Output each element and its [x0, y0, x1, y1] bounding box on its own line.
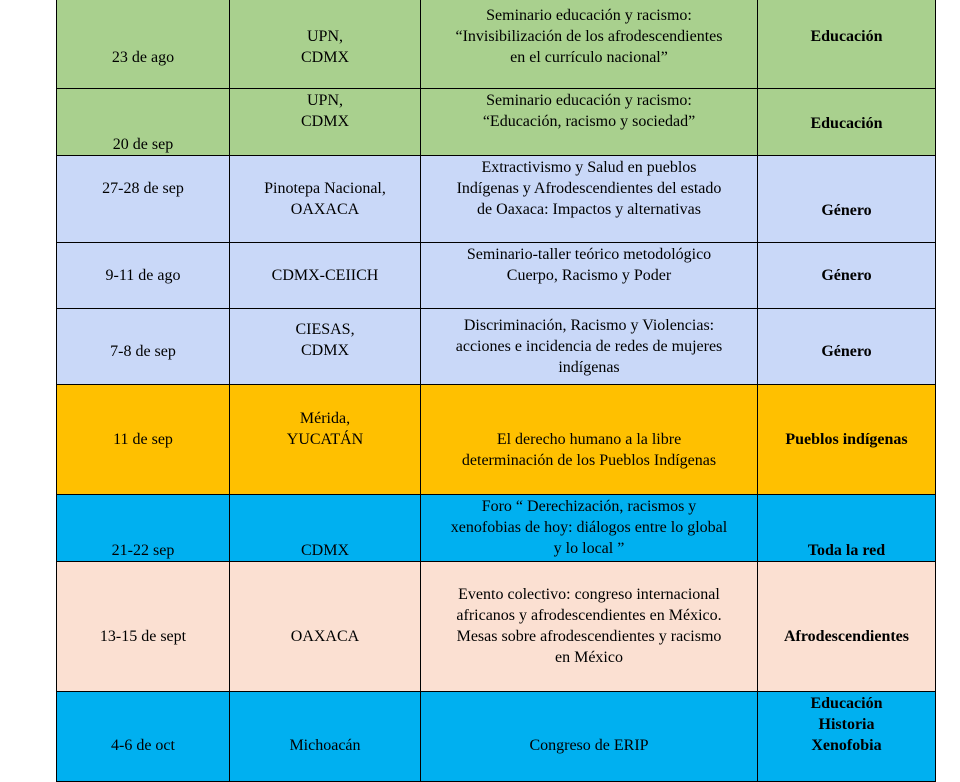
table-row [57, 89, 936, 156]
date-cell: 13-15 de sept [57, 562, 230, 692]
area-cell: Afrodescendientes [758, 562, 936, 692]
date-cell: 11 de sep [57, 385, 230, 495]
description-cell: Seminario educación y racismo: “Invisibilización de los afrodescendientes en el currículo nacional” [421, 0, 758, 89]
description-cell: Discriminación, Racismo y Violencias: acciones e incidencia de redes de mujeres indígenas [421, 309, 758, 385]
date-cell: 21-22 sep [57, 495, 230, 562]
place-cell: UPN, CDMX [230, 89, 421, 156]
area-cell: Género [758, 156, 936, 243]
area-cell: Toda la red [758, 495, 936, 562]
place-cell: CDMX [230, 495, 421, 562]
table-row [57, 385, 936, 495]
place-cell: Michoacán [230, 692, 421, 782]
description-cell: Foro “ Derechización, racismos y xenofobias de hoy: diálogos entre lo global y lo local ” [421, 495, 758, 562]
area-cell: Género [758, 243, 936, 309]
description-cell: Evento colectivo: congreso internacional africanos y afrodescendientes en México. Mesas sobre afrodescendientes y racismo en México [421, 562, 758, 692]
place-cell: OAXACA [230, 562, 421, 692]
area-cell: Educación [758, 89, 936, 156]
description-cell: Congreso de ERIP [421, 692, 758, 782]
table-row [57, 0, 936, 89]
description-cell: Seminario-taller teórico metodológico Cuerpo, Racismo y Poder [421, 243, 758, 309]
place-cell: Mérida, YUCATÁN [230, 385, 421, 495]
events-table [56, 0, 936, 782]
description-cell: Seminario educación y racismo: “Educación, racismo y sociedad” [421, 89, 758, 156]
table-row [57, 243, 936, 309]
area-cell: Género [758, 309, 936, 385]
description-cell: Extractivismo y Salud en pueblos Indígenas y Afrodescendientes del estado de Oaxaca: Impactos y alternativas [421, 156, 758, 243]
place-cell: CIESAS, CDMX [230, 309, 421, 385]
area-cell: Educación Historia Xenofobia [758, 692, 936, 782]
table-row [57, 692, 936, 782]
place-cell: Pinotepa Nacional, OAXACA [230, 156, 421, 243]
place-cell: CDMX-CEIICH [230, 243, 421, 309]
date-cell: 20 de sep [57, 89, 230, 156]
table-row [57, 562, 936, 692]
description-cell: El derecho humano a la libre determinación de los Pueblos Indígenas [421, 385, 758, 495]
date-cell: 9-11 de ago [57, 243, 230, 309]
area-cell: Pueblos indígenas [758, 385, 936, 495]
date-cell: 27-28 de sep [57, 156, 230, 243]
date-cell: 4-6 de oct [57, 692, 230, 782]
table-row [57, 156, 936, 243]
area-cell: Educación [758, 0, 936, 89]
table-row [57, 309, 936, 385]
place-cell: UPN, CDMX [230, 0, 421, 89]
table-row [57, 495, 936, 562]
date-cell: 7-8 de sep [57, 309, 230, 385]
date-cell: 23 de ago [57, 0, 230, 89]
